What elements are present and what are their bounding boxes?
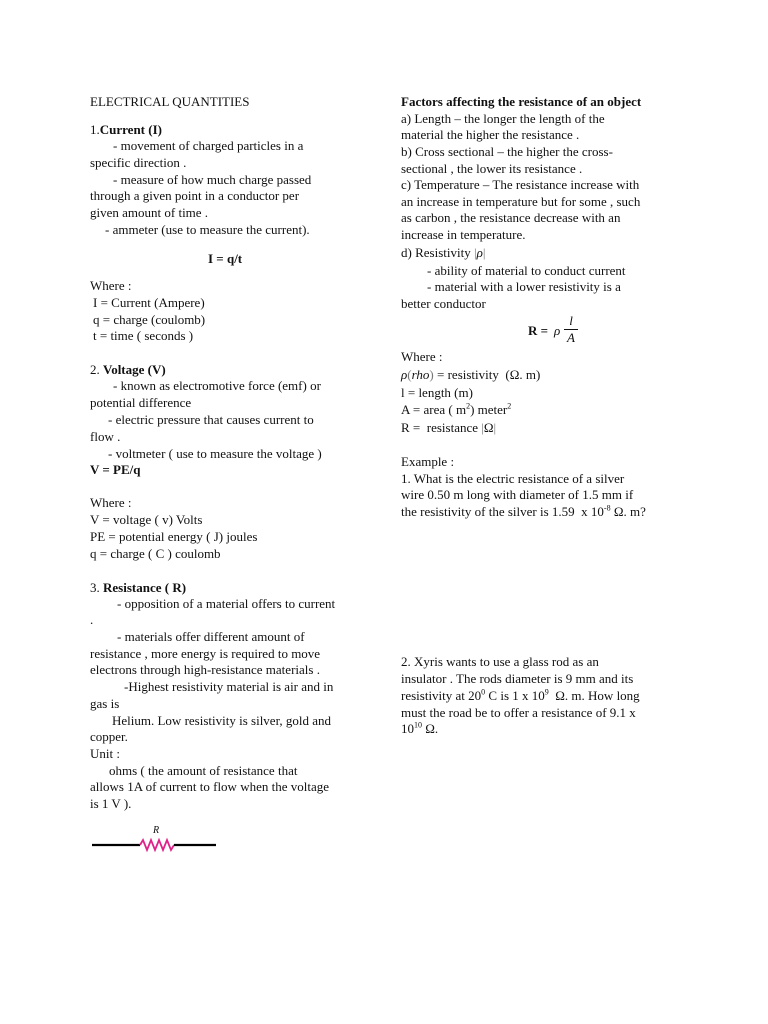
- factor-c-line-3: as carbon , the resistance decrease with an: [401, 210, 621, 225]
- example-2-line-4: must the road be to offer a resistance of 9.1 x: [401, 705, 636, 720]
- voltage-formula: V = PE/q: [90, 462, 141, 477]
- current-where: Where :: [90, 278, 132, 293]
- resistance-line-1: - opposition of a material offers to current: [117, 596, 336, 611]
- area-text-a: A = area ( m: [401, 402, 467, 417]
- example-2-base: 10: [401, 721, 414, 736]
- area-sup-1: 2: [466, 401, 471, 411]
- resistance-line-11: ohms ( the amount of resistance that: [109, 763, 298, 778]
- formula-rho: ρ: [554, 323, 561, 338]
- formula-numerator: l: [569, 313, 573, 328]
- voltage-where: Where :: [90, 495, 132, 510]
- where-rho: ρ(rho) = resistivity (Ω. m): [401, 367, 541, 382]
- example-1-line-1: 1. What is the electric resistance of a silver: [401, 471, 625, 486]
- resistance-number: 3.: [90, 580, 103, 595]
- example-1-exponent: -8: [603, 503, 611, 513]
- resistor-label: R: [153, 825, 160, 836]
- rho-definition: = resistivity (Ω. m): [433, 367, 541, 382]
- example-2-exponent: 10: [414, 720, 422, 730]
- current-line-1: - movement of charged particles in a: [113, 138, 304, 153]
- factor-c-line-2: an increase in temperature but for some , such: [401, 194, 641, 209]
- resistance-heading: [90, 580, 186, 596]
- factor-d-text: d) Resistivity: [401, 245, 474, 260]
- factor-d-line-4: better conductor: [401, 296, 486, 311]
- area-text-b: ) meter: [470, 402, 508, 417]
- factor-d-line-1: [401, 245, 485, 261]
- example-2-line-1: 2. Xyris wants to use a glass rod as an: [401, 654, 599, 669]
- factor-d-line-2: - ability of material to conduct current: [427, 263, 626, 278]
- current-line-3: - measure of how much charge passed: [113, 172, 312, 187]
- degree-sup: 0: [481, 687, 486, 697]
- resistance-def-text: R = resistance: [401, 420, 482, 435]
- area-sup-2: 2: [507, 401, 512, 411]
- factor-b-line-2: sectional , the lower its resistance .: [401, 161, 583, 176]
- rho-symbol-2: ρ: [401, 367, 408, 382]
- paren-right: |: [482, 245, 486, 260]
- resistance-line-4: resistance , more energy is required to move: [90, 646, 321, 661]
- current-line-4: through a given point in a conductor per: [90, 188, 300, 203]
- section-title: ELECTRICAL QUANTITIES: [90, 94, 250, 109]
- factors-title: Factors affecting the resistance of an object: [401, 94, 642, 109]
- factor-c-line-1: c) Temperature – The resistance increase with: [401, 177, 640, 192]
- where-resistance: R = resistance |Ω|: [401, 420, 497, 435]
- resistance-line-7: gas is: [90, 696, 120, 711]
- voltage-line-1: - known as electromotive force (emf) or: [113, 378, 321, 393]
- voltage-line-4: flow .: [90, 429, 121, 444]
- resistance-title: Resistance ( R): [103, 580, 187, 595]
- voltage-line-3: - electric pressure that causes current to: [108, 412, 314, 427]
- voltage-where-1: V = voltage ( v) Volts: [90, 512, 203, 527]
- current-line-6: - ammeter (use to measure the current).: [105, 222, 310, 237]
- example-2-line-2: insulator . The rods diameter is 9 mm and its: [401, 671, 634, 686]
- current-where-1: I = Current (Ampere): [93, 295, 205, 310]
- current-number: 1.: [90, 122, 100, 137]
- resistance-unit-label: Unit :: [90, 746, 120, 761]
- resistance-line-9: copper.: [90, 729, 128, 744]
- resistance-line-8: Helium. Low resistivity is silver, gold and: [112, 713, 332, 728]
- resistance-line-6: -Highest resistivity material is air and in: [124, 679, 334, 694]
- current-where-3: t = time ( seconds ): [93, 328, 194, 343]
- voltage-where-2: PE = potential energy ( J) joules: [90, 529, 258, 544]
- formula-fraction: [564, 313, 578, 346]
- current-heading: [90, 122, 162, 138]
- example-1-line-2: wire 0.50 m long with diameter of 1.5 mm if: [401, 487, 634, 502]
- current-line-2: specific direction .: [90, 155, 187, 170]
- example-1-text-b: Ω. m?: [610, 504, 646, 519]
- exponent-sup: 9: [544, 687, 549, 697]
- rho-symbol: ρ: [476, 245, 483, 260]
- resistance-line-3: - materials offer different amount of: [117, 629, 305, 644]
- resistor-symbol-icon: [90, 825, 220, 855]
- factor-b-line-1: b) Cross sectional – the higher the cross-: [401, 144, 613, 159]
- resistance-line-12: allows 1A of current to flow when the voltage: [90, 779, 329, 794]
- voltage-where-3: q = charge ( C ) coulomb: [90, 546, 221, 561]
- current-title: Current (I): [99, 122, 162, 137]
- formula-denominator: A: [567, 330, 575, 345]
- voltage-title: Voltage (V): [103, 362, 166, 377]
- current-where-2: q = charge (coulomb): [93, 312, 206, 327]
- factor-a-line-1: a) Length – the longer the length of the: [401, 111, 605, 126]
- example-1-text-a: the resistivity of the silver is 1.59 x 10: [401, 504, 604, 519]
- voltage-line-5: - voltmeter ( use to measure the voltage ): [108, 446, 322, 461]
- factor-c-line-4: increase in temperature.: [401, 227, 526, 242]
- example-2-text-c: Ω. m. How long: [548, 688, 640, 703]
- voltage-heading: [90, 362, 166, 378]
- example-label: Example :: [401, 454, 455, 469]
- resistor-diagram: [90, 825, 220, 855]
- example-2-line-5: [401, 721, 438, 737]
- ohm-symbol: Ω: [483, 420, 494, 435]
- current-formula: I = q/t: [208, 251, 243, 266]
- resistance-formula: [528, 313, 608, 349]
- where-length: l = length (m): [401, 385, 473, 400]
- paren-left: |: [473, 245, 477, 260]
- current-line-5: given amount of time .: [90, 205, 209, 220]
- example-1-line-3: [401, 504, 646, 520]
- factor-a-line-2: material the higher the resistance .: [401, 127, 580, 142]
- formula-where: Where :: [401, 349, 443, 364]
- where-area: [401, 402, 511, 418]
- example-2-text-b: C is 1 x 10: [485, 688, 545, 703]
- voltage-line-2: potential difference: [90, 395, 192, 410]
- resistance-line-2: .: [90, 612, 94, 627]
- example-2-unit: Ω.: [422, 721, 439, 736]
- example-2-text-a: resistivity at 20: [401, 688, 482, 703]
- voltage-number: 2.: [90, 362, 103, 377]
- rho-name: rho: [411, 367, 430, 382]
- resistance-line-5: electrons through high-resistance materials .: [90, 662, 320, 677]
- factor-d-line-3: - material with a lower resistivity is a: [427, 279, 621, 294]
- formula-lhs: R =: [528, 323, 552, 338]
- resistance-line-13: is 1 V ).: [90, 796, 132, 811]
- example-2-line-3: [401, 688, 640, 704]
